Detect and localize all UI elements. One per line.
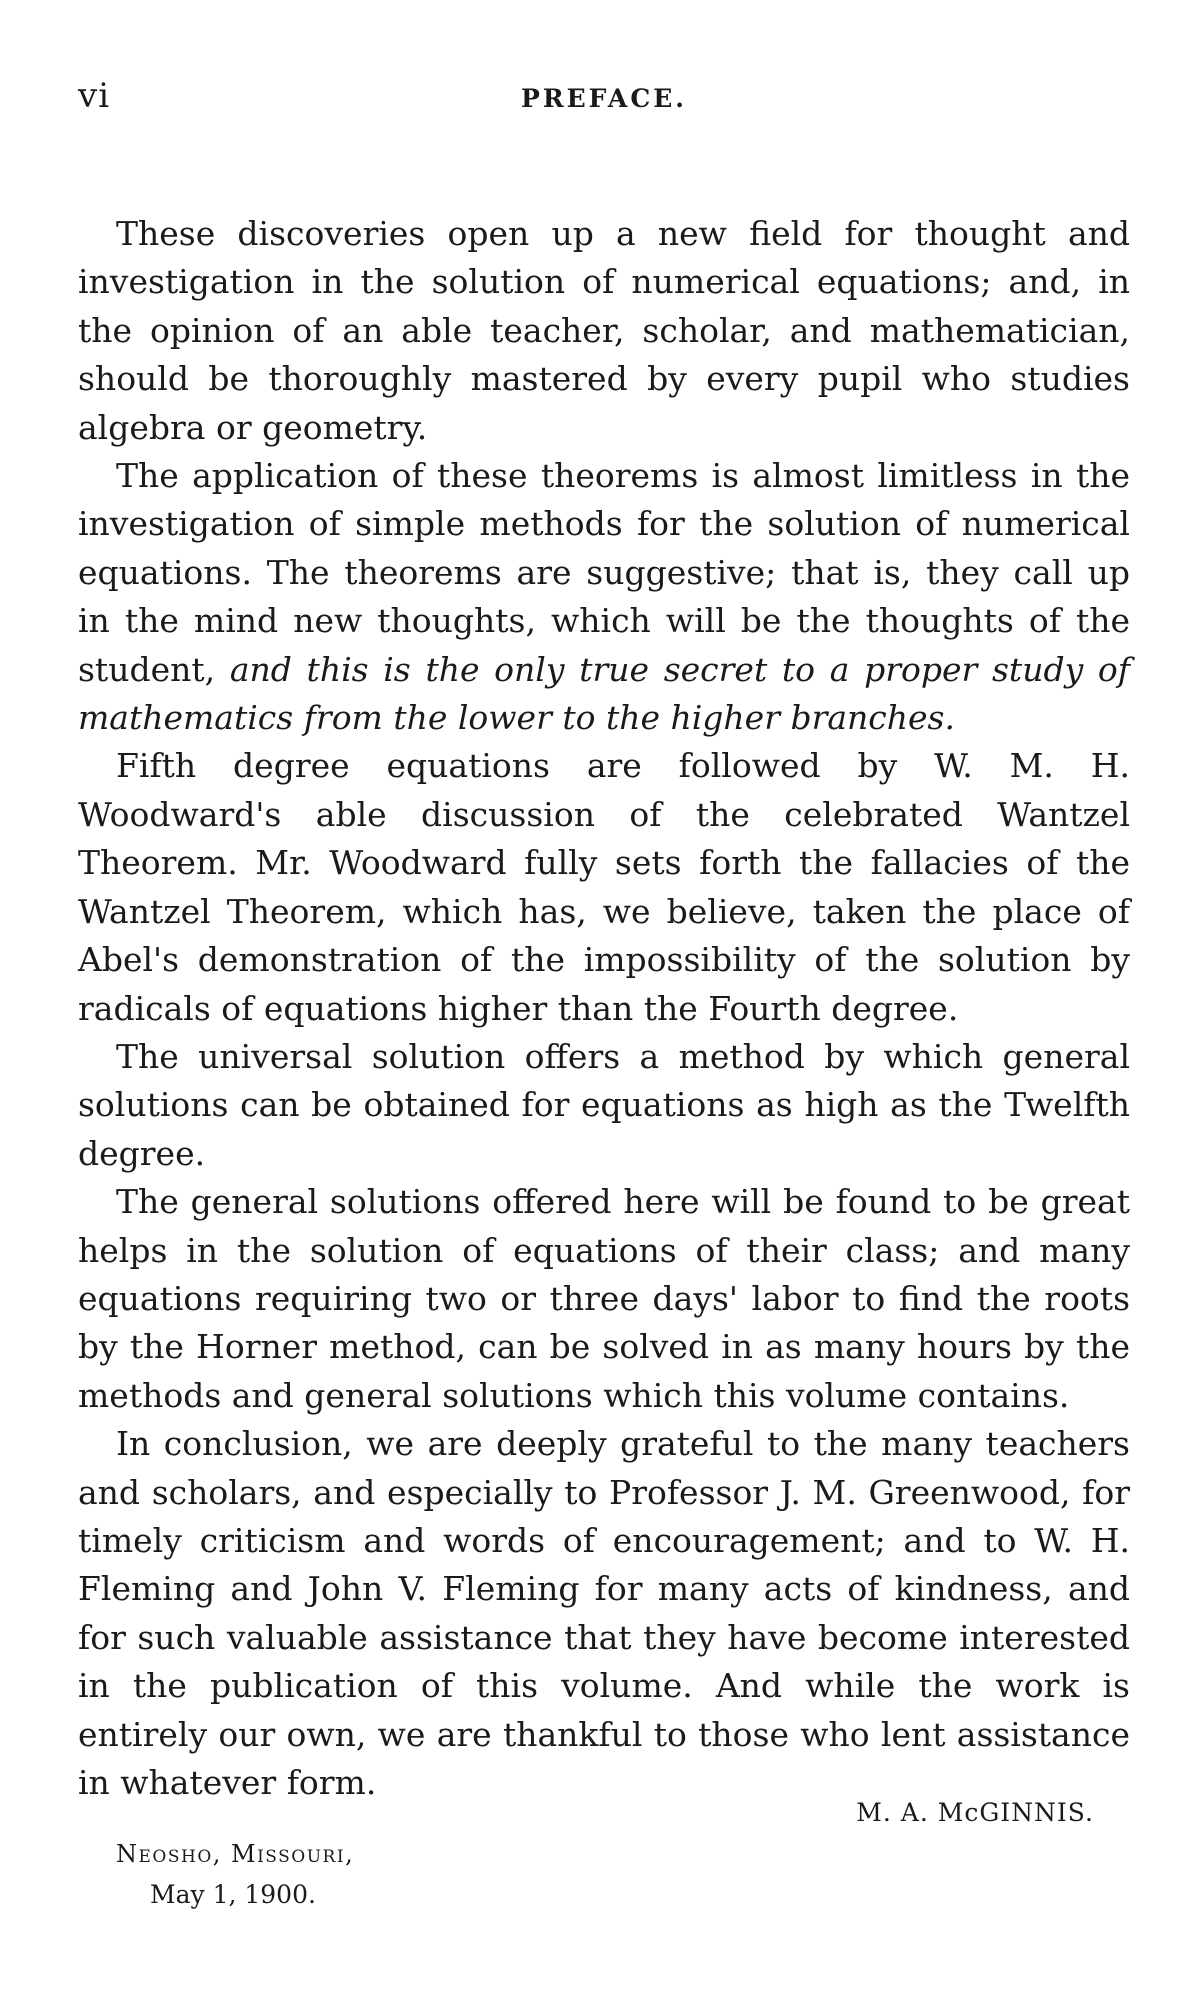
paragraph-conclusion [78,1420,1130,1807]
paragraph-italic-text: and this is the only true secret to a proper study of mathematics from the lower to the higher branches. [78,649,1130,738]
paragraph-application [78,452,1130,742]
preface-body [78,210,1130,1807]
paragraph-fifth-degree [78,742,1130,1032]
paragraph-text: These discoveries open up a new field for thought and investigation in the solution of numerical equations; and, in the opinion of an able teacher, scholar, and mathematician, should be thoroughly mastered by every pupil who studies algebra or geometry. [78,214,1130,447]
running-title: PREFACE. [521,84,687,113]
signature-place: Neosho, Missouri, [116,1840,355,1868]
paragraph-text: The general solutions offered here will be found to be great helps in the solution of equations of their class; and many equations requiring two or three days' labor to find the roots by the Horner method, can be solved in as many hours by the methods and general solutions which this volume contains. [78,1182,1130,1415]
paragraph-discoveries [78,210,1130,452]
paragraph-text: The application of these theorems is almost limitless in the investigation of simple methods for the solution of numerical equations. The theorems are suggestive; that is, they call up in the mind new thoughts, which will be the thoughts of the student, [78,456,1130,689]
paragraph-text: In conclusion, we are deeply grateful to the many teachers and scholars, and especially to Professor J. M. Greenwood, for timely criticism and words of encouragement; and to W. H. Fleming and John V. Fleming for many acts of kindness, and for such valuable assistance that they have become interested in the publication of this volume. And while the work is entirely our own, we are thankful to those who lent assistance in whatever form. [78,1424,1130,1802]
book-page [78,60,1130,1909]
paragraph-general-solutions [78,1178,1130,1420]
author-signature: M. A. McGINNIS. [856,1798,1094,1827]
paragraph-text: Fifth degree equations are followed by W. M. H. Woodward's able discussion of the celebrated Wantzel Theorem. Mr. Woodward fully sets forth the fallacies of the Wantzel Theorem, which has, we believe, taken the place of Abel's demonstration of the impossibility of the solution by radicals of equations higher than the Fourth degree. [78,746,1130,1028]
paragraph-universal-solution [78,1033,1130,1178]
paragraph-text: The universal solution offers a method by which general solutions can be obtained for equations as high as the Twelfth degree. [78,1036,1130,1173]
signature-date: May 1, 1900. [150,1880,316,1909]
page-header [78,60,1130,120]
page-number: vi [78,76,111,116]
